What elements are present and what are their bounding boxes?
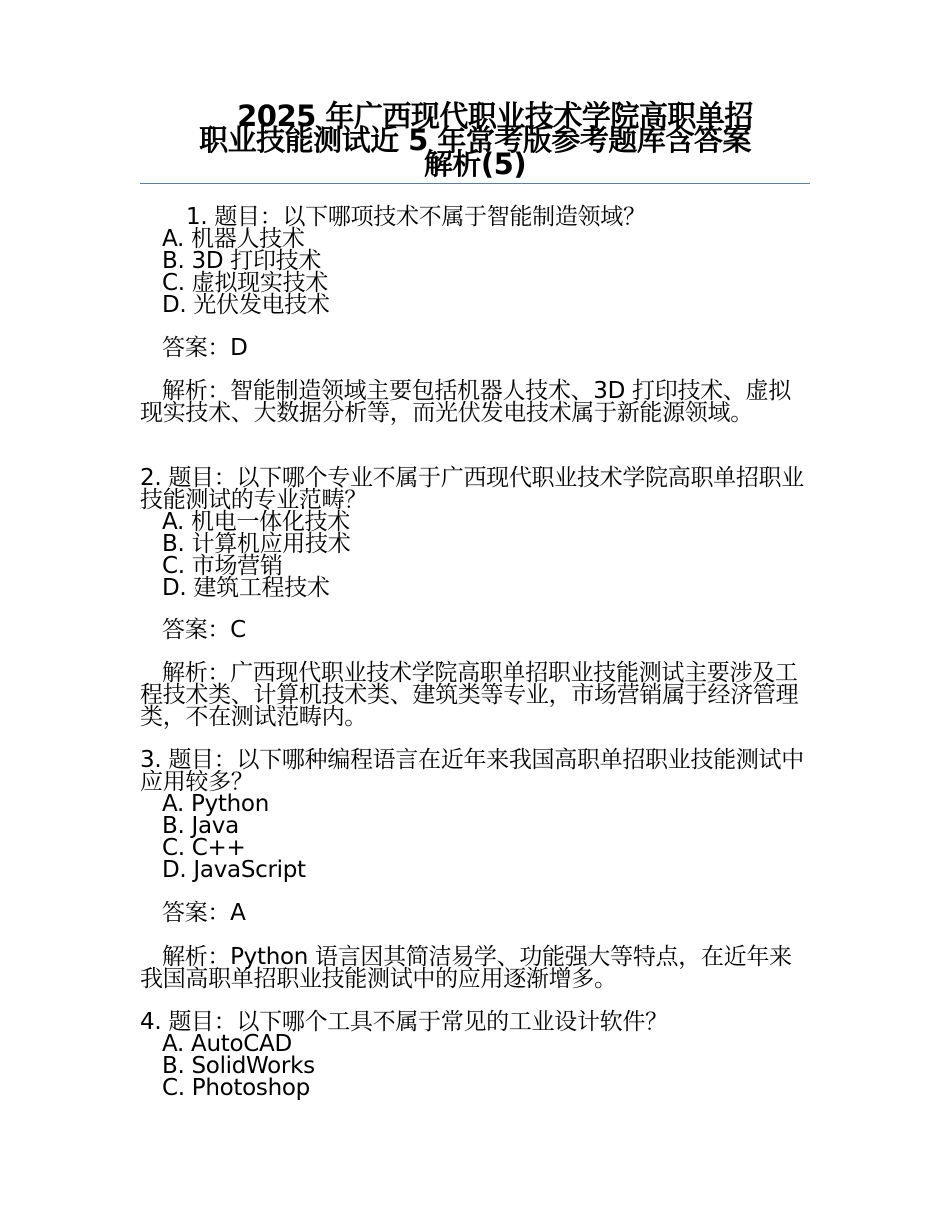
question-3 (140, 749, 812, 881)
option-d: D. 建筑工程技术 (162, 575, 330, 601)
question-stem: 4. 题目：以下哪个工具不属于常见的工业设计软件？ (140, 1009, 668, 1035)
question-stem: 2. 题目：以下哪个专业不属于广西现代职业技术学院高职单招职业技能测试的专业范畴？ (140, 465, 804, 513)
document-title (140, 99, 810, 181)
title-underline (140, 183, 810, 184)
option-b: B. SolidWorks (162, 1053, 315, 1079)
option-b: B. 计算机应用技术 (162, 531, 351, 557)
question-stem: 1. 题目：以下哪项技术不属于智能制造领域？ (186, 204, 646, 230)
option-a: A. 机电一体化技术 (162, 509, 350, 535)
analysis-1: 解析：智能制造领域主要包括机器人技术、3D 打印技术、虚拟现实技术、大数据分析等，而光伏发电技术属于新能源领域。 (140, 378, 791, 426)
option-c: C. C++ (162, 835, 246, 861)
question-stem: 3. 题目：以下哪种编程语言在近年来我国高职单招职业技能测试中应用较多？ (140, 747, 804, 795)
option-a: A. AutoCAD (162, 1031, 292, 1057)
option-a: A. Python (162, 791, 269, 817)
title-line-2: 职业技能测试近 5 年常考版参考题库含答案 (199, 123, 751, 157)
analysis-2: 解析：广西现代职业技术学院高职单招职业技能测试主要涉及工程技术类、计算机技术类、建筑类等专业，市场营销属于经济管理类，不在测试范畴内。 (140, 660, 799, 730)
option-a: A. 机器人技术 (162, 226, 305, 252)
analysis-3: 解析：Python 语言因其简洁易学、功能强大等特点，在近年来我国高职单招职业技能测试中的应用逐渐增多。 (140, 944, 792, 992)
option-b: B. 3D 打印技术 (162, 248, 322, 274)
option-c: C. Photoshop (162, 1075, 310, 1101)
option-d: D. JavaScript (162, 857, 306, 883)
title-line-3: 解析(5) (423, 147, 527, 181)
answer-1: 答案：D (162, 335, 248, 361)
title-line-1: 2025 年广西现代职业技术学院高职单招 (237, 99, 753, 133)
option-d: D. 光伏发电技术 (162, 292, 330, 318)
option-c: C. 虚拟现实技术 (162, 270, 328, 296)
answer-3: 答案：A (162, 900, 246, 926)
option-c: C. 市场营销 (162, 553, 283, 579)
question-2 (140, 467, 812, 599)
question-1 (140, 206, 812, 316)
answer-2: 答案：C (162, 617, 246, 643)
option-b: B. Java (162, 813, 239, 839)
question-4 (140, 1011, 812, 1099)
